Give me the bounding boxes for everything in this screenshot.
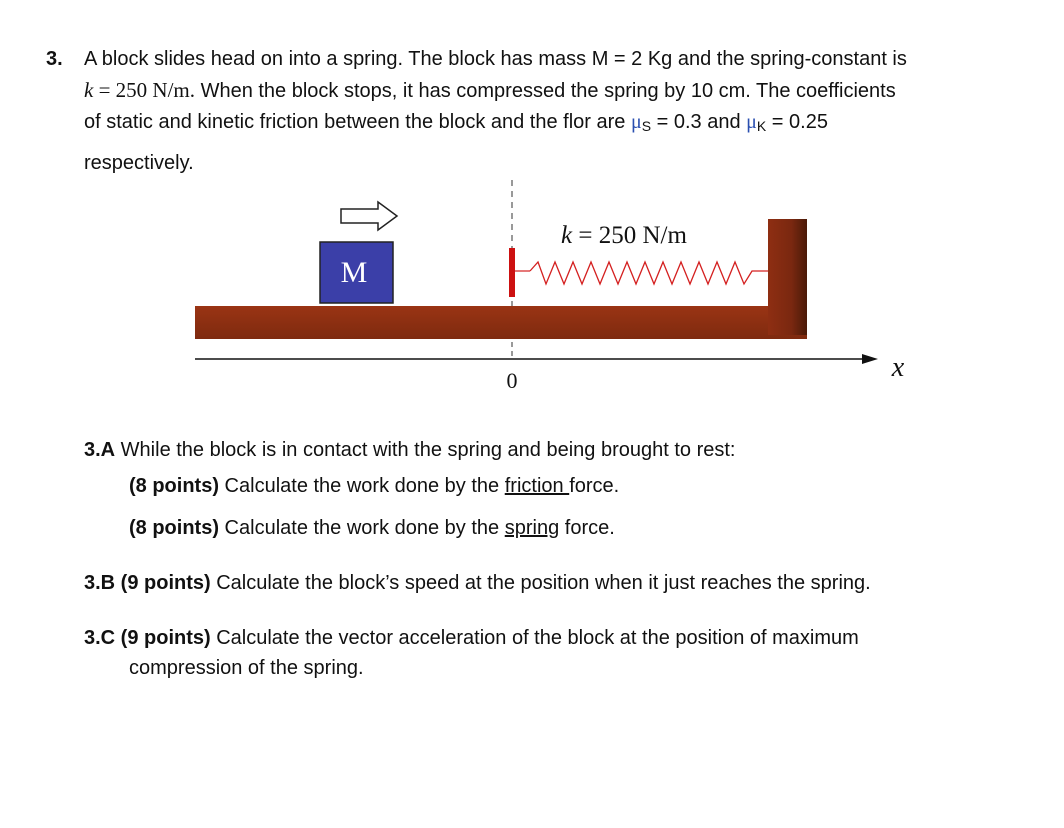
mu-s-symbol: μ — [630, 111, 642, 133]
mu-k-value: = 0.25 — [766, 111, 828, 133]
axis-label: x — [891, 352, 905, 383]
part-a-item-2-points: (8 points) — [129, 517, 219, 539]
part-c-label: 3.C — [84, 627, 116, 649]
spring-underlined: spring — [504, 517, 560, 539]
friction-underlined: friction — [504, 475, 570, 497]
spring-contact-plate — [509, 248, 515, 297]
part-a-item-2-text: Calculate the work done by the — [219, 517, 505, 539]
floor — [195, 306, 807, 339]
mu-k-symbol: μ — [746, 111, 757, 133]
spring — [530, 262, 768, 284]
mu-s-subscript: S — [641, 118, 652, 134]
part-c-text-2: compression of the spring. — [129, 657, 364, 679]
wall — [768, 219, 807, 335]
part-a-item-1-points: (8 points) — [129, 475, 219, 497]
problem-number: 3. — [46, 48, 63, 70]
k-value: = 250 N/m. — [93, 78, 196, 102]
part-a-item-2 — [129, 513, 1014, 543]
block-label: M — [340, 256, 368, 289]
origin-label: 0 — [506, 368, 518, 393]
mu-k-subscript: K — [756, 118, 767, 134]
part-b-points: (9 points) — [115, 572, 211, 594]
part-a-item-1 — [129, 471, 1014, 501]
problem-line-1: A block slides head on into a spring. The block has mass M = 2 Kg and the spring-constant is — [84, 48, 907, 70]
part-b — [84, 568, 1014, 598]
part-a-item-1-end: force. — [569, 475, 620, 497]
velocity-arrow-icon — [341, 202, 397, 230]
part-c-line-2 — [129, 653, 1014, 683]
problem-line-3: of static and kinetic friction between the block and the flor are — [84, 111, 631, 133]
part-a-item-1-text: Calculate the work done by the — [219, 475, 505, 497]
part-b-label: 3.B — [84, 572, 116, 594]
part-b-text: Calculate the block’s speed at the position when it just reaches the spring. — [210, 572, 871, 594]
part-a-label: 3.A — [84, 439, 116, 461]
part-a-item-2-end: force. — [559, 517, 615, 539]
problem-line-4: respectively. — [84, 152, 194, 174]
mu-s-value: = 0.3 and — [651, 111, 747, 133]
part-c-text-1: Calculate the vector acceleration of the block at the position of maximum — [210, 627, 859, 649]
x-axis-arrowhead-icon — [862, 354, 878, 364]
part-c-points: (9 points) — [115, 627, 211, 649]
part-a-heading — [84, 435, 1014, 465]
part-a-text: While the block is in contact with the spring and being brought to rest: — [115, 439, 736, 461]
spring-constant-label: k = 250 N/m — [561, 222, 687, 249]
k-symbol: k — [84, 78, 94, 102]
problem-line-2: When the block stops, it has compressed the spring by 10 cm. The coefficients — [195, 80, 896, 102]
part-c — [84, 623, 1014, 653]
